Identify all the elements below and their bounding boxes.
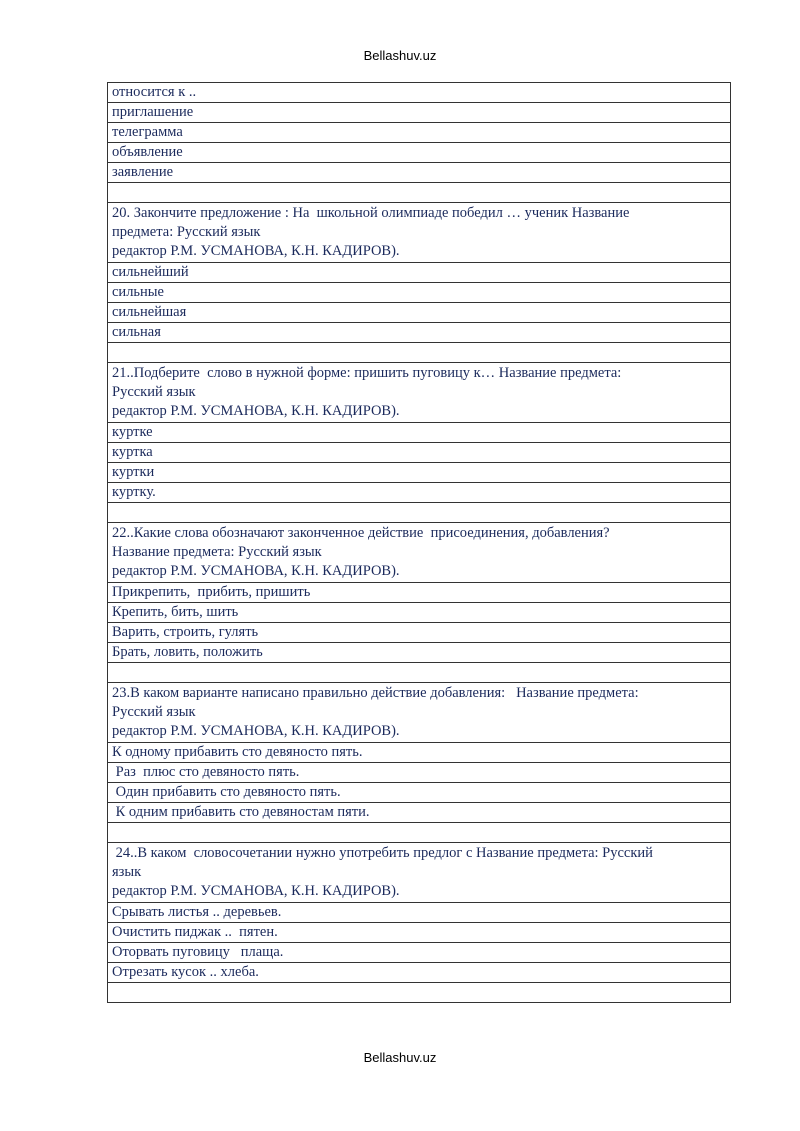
question-line: редактор Р.М. УСМАНОВА, К.Н. КАДИРОВ). (112, 883, 400, 899)
answer-option-row (108, 963, 731, 983)
answer-option: Один прибавить сто девяносто пять. (108, 783, 731, 803)
answer-option-row (108, 263, 731, 283)
answer-option: Оторвать пуговицу плаща. (108, 943, 731, 963)
question-row (108, 363, 731, 423)
answer-option: Брать, ловить, положить (108, 643, 731, 663)
spacer-row (108, 183, 731, 203)
answer-option: Раз плюс сто девяносто пять. (108, 763, 731, 783)
answer-option: К одним прибавить сто девяностам пяти. (108, 803, 731, 823)
page-header: Bellashuv.uz (363, 48, 437, 63)
spacer-row (108, 503, 731, 523)
question-row (108, 523, 731, 583)
answer-option-row (108, 743, 731, 763)
question-line: редактор Р.М. УСМАНОВА, К.Н. КАДИРОВ). (112, 723, 400, 739)
answer-option-row (108, 943, 731, 963)
answer-option-row (108, 283, 731, 303)
question-row (108, 843, 731, 903)
spacer-cell (108, 823, 731, 843)
question-line: редактор Р.М. УСМАНОВА, К.Н. КАДИРОВ). (112, 563, 400, 579)
answer-option-row (108, 83, 731, 103)
question-line: 22..Какие слова обозначают законченное действие присоединения, добавления? (112, 525, 610, 541)
spacer-cell (108, 503, 731, 523)
answer-option: Очистить пиджак .. пятен. (108, 923, 731, 943)
question-line: 21..Подберите слово в нужной форме: пришить пуговицу к… Название предмета: (112, 365, 622, 381)
question-text (108, 523, 731, 583)
answer-option-row (108, 123, 731, 143)
answer-option-row (108, 643, 731, 663)
question-line: Название предмета: Русский язык (112, 544, 322, 560)
answer-option-row (108, 423, 731, 443)
answer-option: сильнейшая (108, 303, 731, 323)
question-text (108, 363, 731, 423)
question-text (108, 203, 731, 263)
spacer-cell (108, 343, 731, 363)
answer-option: Крепить, бить, шить (108, 603, 731, 623)
spacer-row (108, 823, 731, 843)
answer-option-row (108, 623, 731, 643)
answer-option: объявление (108, 143, 731, 163)
question-line: 20. Закончите предложение : На школьной олимпиаде победил … ученик Название (112, 205, 630, 221)
spacer-cell (108, 983, 731, 1003)
answer-option: Срывать листья .. деревьев. (108, 903, 731, 923)
question-line: язык (112, 864, 142, 880)
question-row (108, 203, 731, 263)
answer-option-row (108, 323, 731, 343)
answer-option: куртке (108, 423, 731, 443)
answer-option: куртка (108, 443, 731, 463)
question-row (108, 683, 731, 743)
question-table (107, 82, 731, 1003)
answer-option-row (108, 903, 731, 923)
spacer-row (108, 983, 731, 1003)
answer-option: Прикрепить, прибить, пришить (108, 583, 731, 603)
question-line: 23.В каком варианте написано правильно действие добавления: Название предмета: (112, 685, 639, 701)
answer-option-row (108, 143, 731, 163)
answer-option: относится к .. (108, 83, 731, 103)
answer-option-row (108, 443, 731, 463)
answer-option-row (108, 583, 731, 603)
spacer-row (108, 343, 731, 363)
answer-option: сильнейший (108, 263, 731, 283)
question-line: редактор Р.М. УСМАНОВА, К.Н. КАДИРОВ). (112, 243, 400, 259)
answer-option: сильные (108, 283, 731, 303)
answer-option: Отрезать кусок .. хлеба. (108, 963, 731, 983)
answer-option: сильная (108, 323, 731, 343)
answer-option-row (108, 763, 731, 783)
answer-option: куртки (108, 463, 731, 483)
answer-option: К одному прибавить сто девяносто пять. (108, 743, 731, 763)
answer-option-row (108, 303, 731, 323)
answer-option-row (108, 463, 731, 483)
spacer-row (108, 663, 731, 683)
spacer-cell (108, 183, 731, 203)
answer-option: куртку. (108, 483, 731, 503)
question-line: Русский язык (112, 704, 196, 720)
answer-option-row (108, 483, 731, 503)
answer-option-row (108, 163, 731, 183)
question-text (108, 683, 731, 743)
question-text (108, 843, 731, 903)
answer-option-row (108, 603, 731, 623)
answer-option-row (108, 783, 731, 803)
answer-option-row (108, 923, 731, 943)
answer-option-row (108, 103, 731, 123)
answer-option: телеграмма (108, 123, 731, 143)
question-line: предмета: Русский язык (112, 224, 261, 240)
question-line: 24..В каком словосочетании нужно употребить предлог с Название предмета: Русский (112, 845, 653, 861)
question-line: редактор Р.М. УСМАНОВА, К.Н. КАДИРОВ). (112, 403, 400, 419)
spacer-cell (108, 663, 731, 683)
page-footer: Bellashuv.uz (363, 1050, 437, 1065)
answer-option-row (108, 803, 731, 823)
answer-option: заявление (108, 163, 731, 183)
question-line: Русский язык (112, 384, 196, 400)
answer-option: Варить, строить, гулять (108, 623, 731, 643)
answer-option: приглашение (108, 103, 731, 123)
